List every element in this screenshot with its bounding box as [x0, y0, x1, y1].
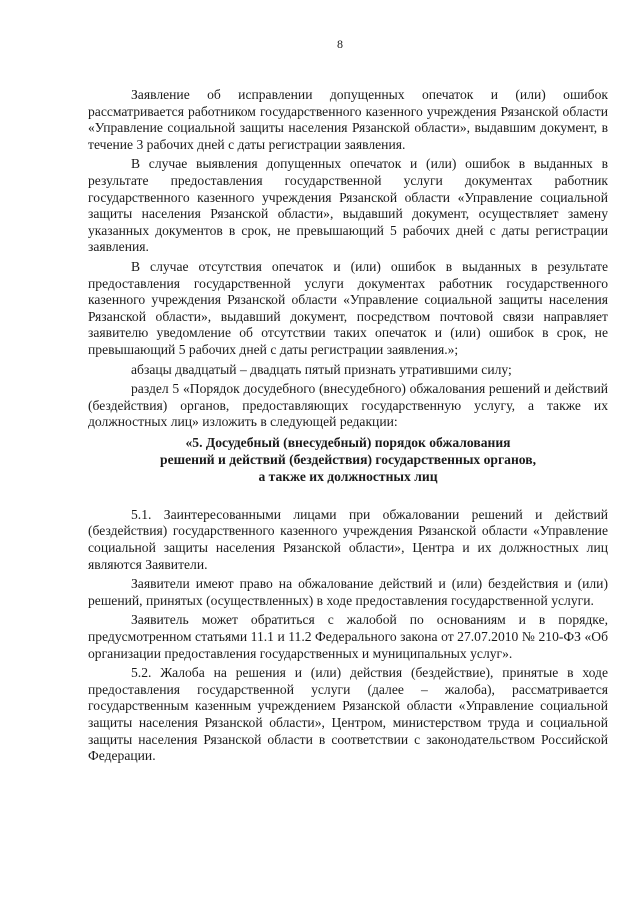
- paragraph-errors-absent: В случае отсутствия опечаток и (или) ошибок в выданных в результате предоставления государственной услуги документах работник государственного казенного учреждения Рязанской области «Управление социальной защиты населения Рязанской области», выдавший документ, посредством почтовой связи направляет заявителю уведомление об отсутствии таких опечаток и (или) ошибок в срок, не превышающий 5 рабочих дней с даты регистрации заявления.»;: [88, 258, 608, 357]
- document-body: [88, 87, 608, 768]
- section-heading-line: «5. Досудебный (внесудебный) порядок обжалования: [185, 434, 511, 450]
- paragraph-appeal-right: Заявители имеют право на обжалование действий и (или) бездействия и (или) решений, принятых (осуществленных) в ходе предоставления государственной услуги.: [88, 576, 608, 608]
- page-number: 8: [337, 37, 343, 51]
- paragraph-5-1: 5.1. Заинтересованными лицами при обжаловании решений и действий (бездействия) государственного казенного учреждения Рязанской области «Управление социальной защиты населения Рязанской области», Центра и их должностных лиц являются Заявители.: [88, 506, 608, 572]
- section-5-heading: [88, 434, 608, 485]
- section-heading-line: а также их должностных лиц: [258, 468, 438, 484]
- section-heading-line: решений и действий (бездействия) государственных органов,: [160, 451, 536, 467]
- paragraph-section-5-intro: раздел 5 «Порядок досудебного (внесудебного) обжалования решений и действий (бездействия) органов, предоставляющих государственную услугу, а также их должностных лиц» изложить в следующей редакции:: [88, 381, 608, 430]
- paragraph-correction-review: Заявление об исправлении допущенных опечаток и (или) ошибок рассматривается работником государственного казенного учреждения Рязанской области «Управление социальной защиты населения Рязанской области», выдавшим документ, в течение 3 рабочих дней с даты регистрации заявления.: [88, 87, 608, 152]
- paragraph-invalidated-clauses: абзацы двадцатый – двадцать пятый признать утратившими силу;: [131, 361, 512, 377]
- paragraph-5-2: 5.2. Жалоба на решения и (или) действия (бездействие), принятые в ходе предоставления государственной услуги (далее – жалоба), рассматривается государственным казенным учреждением Рязанской области «Управление социальной защиты населения Рязанской области», Центром, министерством труда и социальной защиты населения Рязанской области в соответствии с законодательством Российской Федерации.: [88, 665, 608, 764]
- paragraph-errors-found: В случае выявления допущенных опечаток и (или) ошибок в выданных в результате предоставления государственной услуги документах работник государственного казенного учреждения Рязанской области «Управление социальной защиты населения Рязанской области», выдавший документ, осуществляет замену указанных документов в срок, не превышающий 5 рабочих дней с даты регистрации заявления.: [88, 156, 608, 255]
- paragraph-appeal-grounds: Заявитель может обратиться с жалобой по основаниям и в порядке, предусмотренном статьями 11.1 и 11.2 Федерального закона от 27.07.2010 № 210-ФЗ «Об организации предоставления государственных и муниципальных услуг».: [88, 612, 608, 661]
